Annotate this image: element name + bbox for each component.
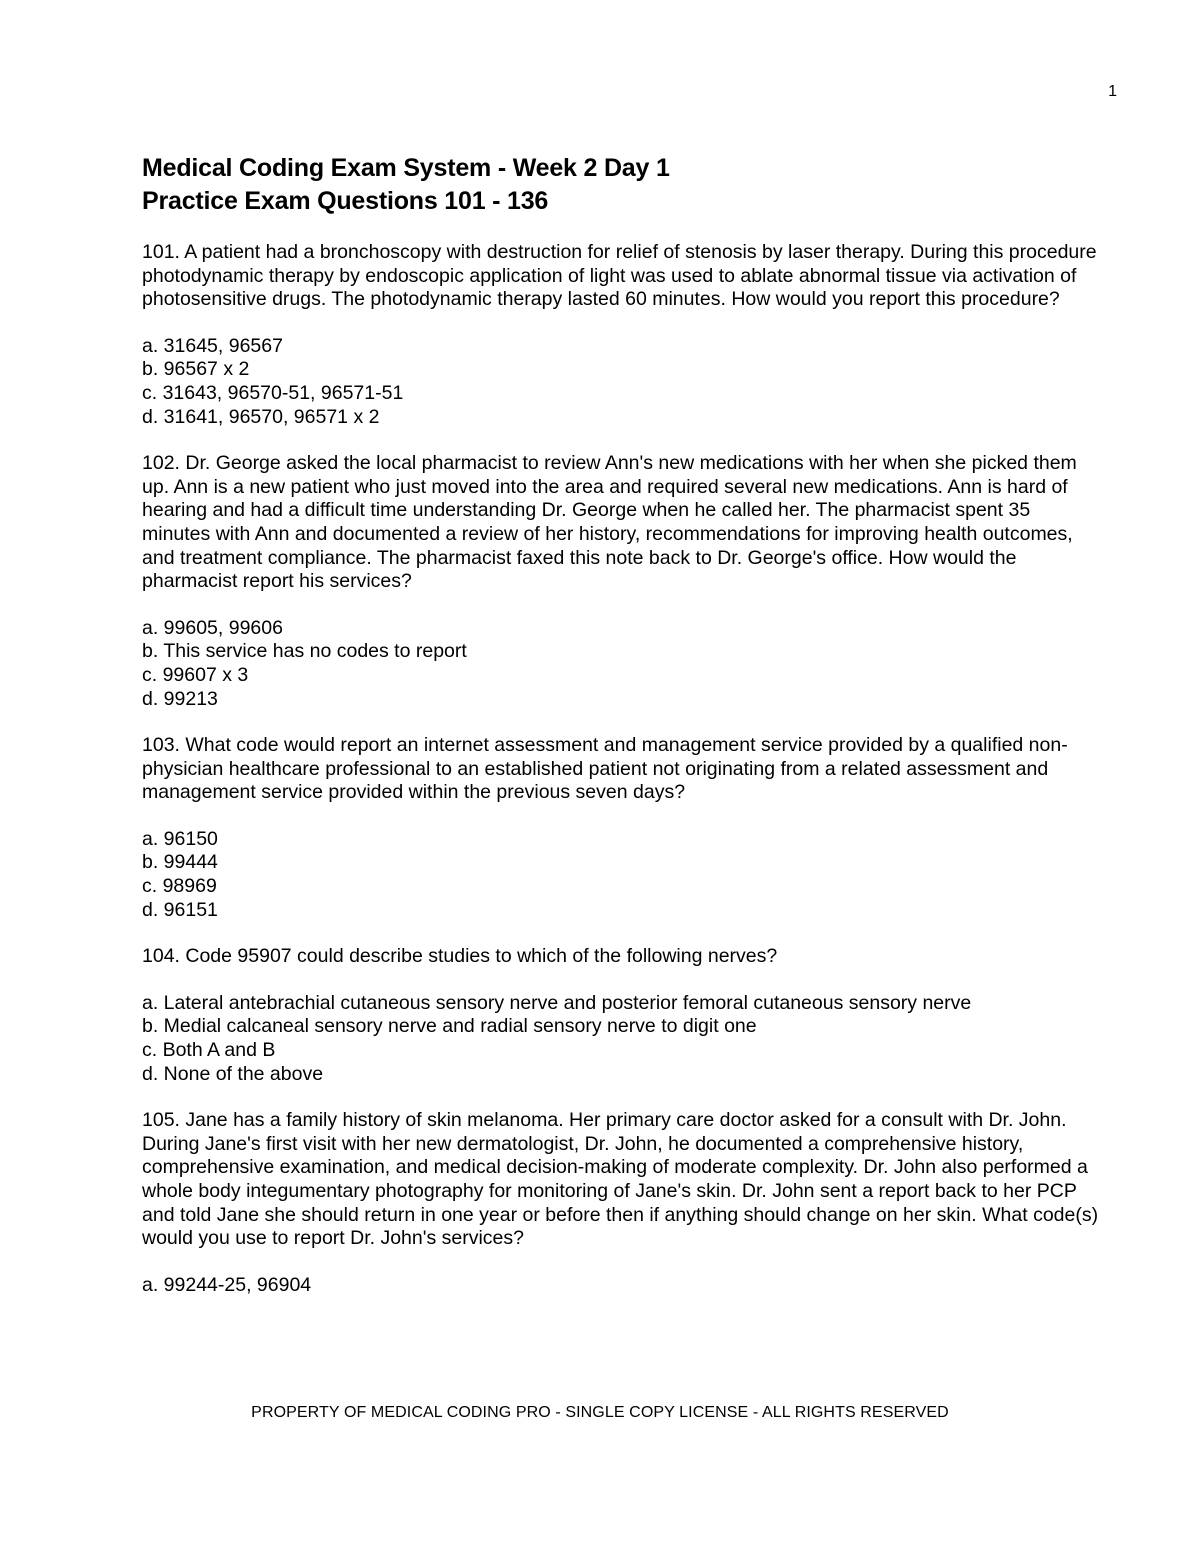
question-104 [142,945,1102,1086]
answer-option-b: b. Medial calcaneal sensory nerve and radial sensory nerve to digit one [142,1015,757,1038]
answer-option-c: c. Both A and B [142,1039,276,1062]
answer-option-b: b. 96567 x 2 [142,358,250,381]
question-text: 104. Code 95907 could describe studies to which of the following nerves? [142,945,778,968]
page-footer: PROPERTY OF MEDICAL CODING PRO - SINGLE COPY LICENSE - ALL RIGHTS RESERVED [251,1404,949,1421]
question-101 [142,241,1102,429]
answer-option-a: a. Lateral antebrachial cutaneous sensory nerve and posterior femoral cutaneous sensory nerve [142,991,972,1014]
answer-option-a: a. 96150 [142,827,218,850]
answer-options [142,992,1102,1086]
answer-option-c: c. 31643, 96570-51, 96571-51 [142,381,404,404]
answer-options [142,617,1102,711]
answer-option-d: d. None of the above [142,1062,324,1085]
answer-option-b: b. This service has no codes to report [142,640,467,663]
answer-option-c: c. 98969 [142,875,217,898]
answer-options [142,1274,1102,1298]
answer-option-a: a. 99605, 99606 [142,616,283,639]
question-text: 105. Jane has a family history of skin melanoma. Her primary care doctor asked for a consult with Dr. John. During Jane's first visit with her new dermatologist, Dr. John, he documented a comprehensive history, comprehensive examination, and medical decision-making of moderate complexity. Dr. John also performed a whole body integumentary photography for monitoring of Jane's skin. Dr. John sent a report back to her PCP and told Jane she should return in one year or before then if anything should change on her skin. What code(s) would you use to report Dr. John's services? [142,1109,1099,1250]
answer-options [142,335,1102,429]
question-105 [142,1109,1102,1297]
page-number: 1 [1108,83,1117,100]
answer-options [142,828,1102,922]
document-title [142,152,1102,218]
answer-option-b: b. 99444 [142,851,218,874]
answer-option-d: d. 99213 [142,687,218,710]
title-line-2: Practice Exam Questions 101 - 136 [142,187,549,215]
title-line-1: Medical Coding Exam System - Week 2 Day 1 [142,154,670,182]
answer-option-a: a. 99244-25, 96904 [142,1273,312,1296]
question-text: 101. A patient had a bronchoscopy with destruction for relief of stenosis by laser therapy. During this procedure photodynamic therapy by endoscopic application of light was used to ablate abnormal tissue via activation of photosensitive drugs. The photodynamic therapy lasted 60 minutes. How would you report this procedure? [142,241,1097,311]
question-103 [142,734,1102,922]
question-102 [142,452,1102,711]
question-text: 102. Dr. George asked the local pharmacist to review Ann's new medications with her when she picked them up. Ann is a new patient who just moved into the area and required several new medications. Ann is hard of hearing and had a difficult time understanding Dr. George when he called her. The pharmacist spent 35 minutes with Ann and documented a review of her history, recommendations for improving health outcomes, and treatment compliance. The pharmacist faxed this note back to Dr. George's office. How would the pharmacist report his services? [142,452,1077,593]
document-body [142,152,1102,1297]
answer-option-d: d. 96151 [142,898,218,921]
answer-option-c: c. 99607 x 3 [142,663,249,686]
answer-option-d: d. 31641, 96570, 96571 x 2 [142,405,380,428]
answer-option-a: a. 31645, 96567 [142,334,283,357]
question-text: 103. What code would report an internet assessment and management service provided by a qualified non-physician healthcare professional to an established patient not originating from a related assessment and management service provided within the previous seven days? [142,734,1068,804]
